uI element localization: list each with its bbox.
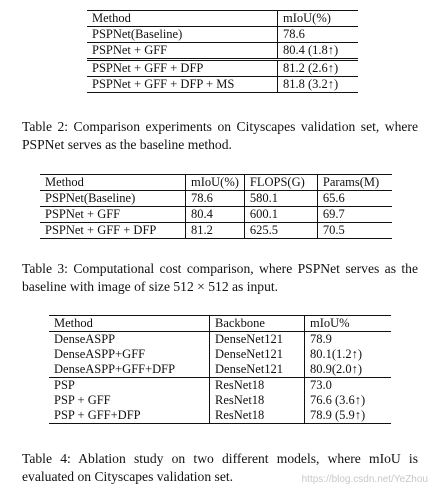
cell-backbone: ResNet18 bbox=[210, 408, 305, 424]
cell-backbone: ResNet18 bbox=[210, 378, 305, 394]
cell-params: 70.5 bbox=[317, 223, 392, 239]
table-3-caption: Table 3: Computational cost comparison, where PSPNet serves as the baseline with image of size 512 × 512 as input. bbox=[22, 261, 418, 294]
cell-method: PSPNet + GFF + DFP bbox=[87, 60, 278, 77]
table-row bbox=[49, 408, 391, 424]
cell-miou: 81.2 (2.6↑) bbox=[278, 60, 359, 77]
cell-method: PSPNet + GFF + DFP bbox=[40, 223, 186, 239]
cell-method: DenseASPP bbox=[54, 332, 116, 346]
cell-method: PSPNet + GFF bbox=[40, 207, 186, 223]
cell-method: PSPNet(Baseline) bbox=[87, 27, 278, 43]
cell-params: 65.6 bbox=[317, 191, 392, 207]
cell-miou: 76.6 (3.6↑) bbox=[305, 393, 392, 408]
table-row bbox=[87, 43, 358, 60]
table-row bbox=[49, 332, 391, 348]
watermark: https://blog.csdn.net/YeZhou bbox=[301, 474, 428, 485]
header-method: Method bbox=[40, 175, 186, 191]
cell-params: 69.7 bbox=[317, 207, 392, 223]
cell-flops: 600.1 bbox=[244, 207, 317, 223]
table-header-row bbox=[87, 11, 358, 27]
table-4 bbox=[49, 315, 391, 424]
cell-flops: 625.5 bbox=[244, 223, 317, 239]
cell-miou: 78.6 bbox=[278, 27, 359, 43]
cell-miou: 81.2 bbox=[186, 223, 245, 239]
cell-backbone: DenseNet121 bbox=[210, 362, 305, 378]
table-row bbox=[49, 393, 391, 408]
header-miou: mIoU(%) bbox=[186, 175, 245, 191]
table-2-caption: Table 2: Comparison experiments on Cityscapes validation set, where PSPNet serves as the baseline method. bbox=[22, 119, 418, 152]
cell-method: DenseASPP+GFF bbox=[54, 347, 146, 361]
cell-backbone: DenseNet121 bbox=[210, 332, 305, 348]
cell-miou: 78.6 bbox=[186, 191, 245, 207]
table-row bbox=[87, 60, 358, 77]
table-row bbox=[49, 362, 391, 378]
cell-miou: 80.4 (1.8↑) bbox=[278, 43, 359, 60]
cell-method: PSP bbox=[54, 378, 75, 392]
cell-flops: 580.1 bbox=[244, 191, 317, 207]
header-method: Method bbox=[49, 316, 210, 332]
header-miou: mIoU% bbox=[305, 316, 392, 332]
cell-miou: 81.8 (3.2↑) bbox=[278, 77, 359, 93]
cell-miou: 80.4 bbox=[186, 207, 245, 223]
table-3 bbox=[40, 174, 392, 239]
table-row bbox=[49, 378, 391, 394]
cell-miou: 80.9(2.0↑) bbox=[305, 362, 392, 378]
table-row bbox=[87, 27, 358, 43]
table-2 bbox=[87, 10, 358, 93]
table-row bbox=[40, 207, 392, 223]
table-row bbox=[87, 77, 358, 93]
cell-method: PSPNet + GFF + DFP + MS bbox=[87, 77, 278, 93]
header-backbone: Backbone bbox=[210, 316, 305, 332]
table-header-row bbox=[49, 316, 391, 332]
cell-miou: 78.9 (5.9↑) bbox=[305, 408, 392, 424]
cell-method: PSPNet(Baseline) bbox=[40, 191, 186, 207]
cell-method: PSP + GFF bbox=[54, 393, 111, 407]
cell-method: PSP + GFF+DFP bbox=[49, 408, 210, 424]
table-row bbox=[49, 347, 391, 362]
table-header-row bbox=[40, 175, 392, 191]
cell-method: PSPNet + GFF bbox=[92, 43, 168, 57]
header-method: Method bbox=[87, 11, 278, 27]
cell-miou: 73.0 bbox=[305, 378, 392, 394]
cell-miou: 78.9 bbox=[305, 332, 392, 348]
cell-miou: 80.1(1.2↑) bbox=[305, 347, 392, 362]
table-4-caption: Table 4: Ablation study on two different models, where mIoU is evaluated on Cityscapes validation set. bbox=[22, 451, 418, 484]
cell-backbone: ResNet18 bbox=[210, 393, 305, 408]
cell-method: DenseASPP+GFF+DFP bbox=[49, 362, 210, 378]
table-row bbox=[40, 191, 392, 207]
header-flops: FLOPS(G) bbox=[244, 175, 317, 191]
header-miou: mIoU(%) bbox=[278, 11, 359, 27]
header-params: Params(M) bbox=[317, 175, 392, 191]
table-row bbox=[40, 223, 392, 239]
cell-backbone: DenseNet121 bbox=[210, 347, 305, 362]
